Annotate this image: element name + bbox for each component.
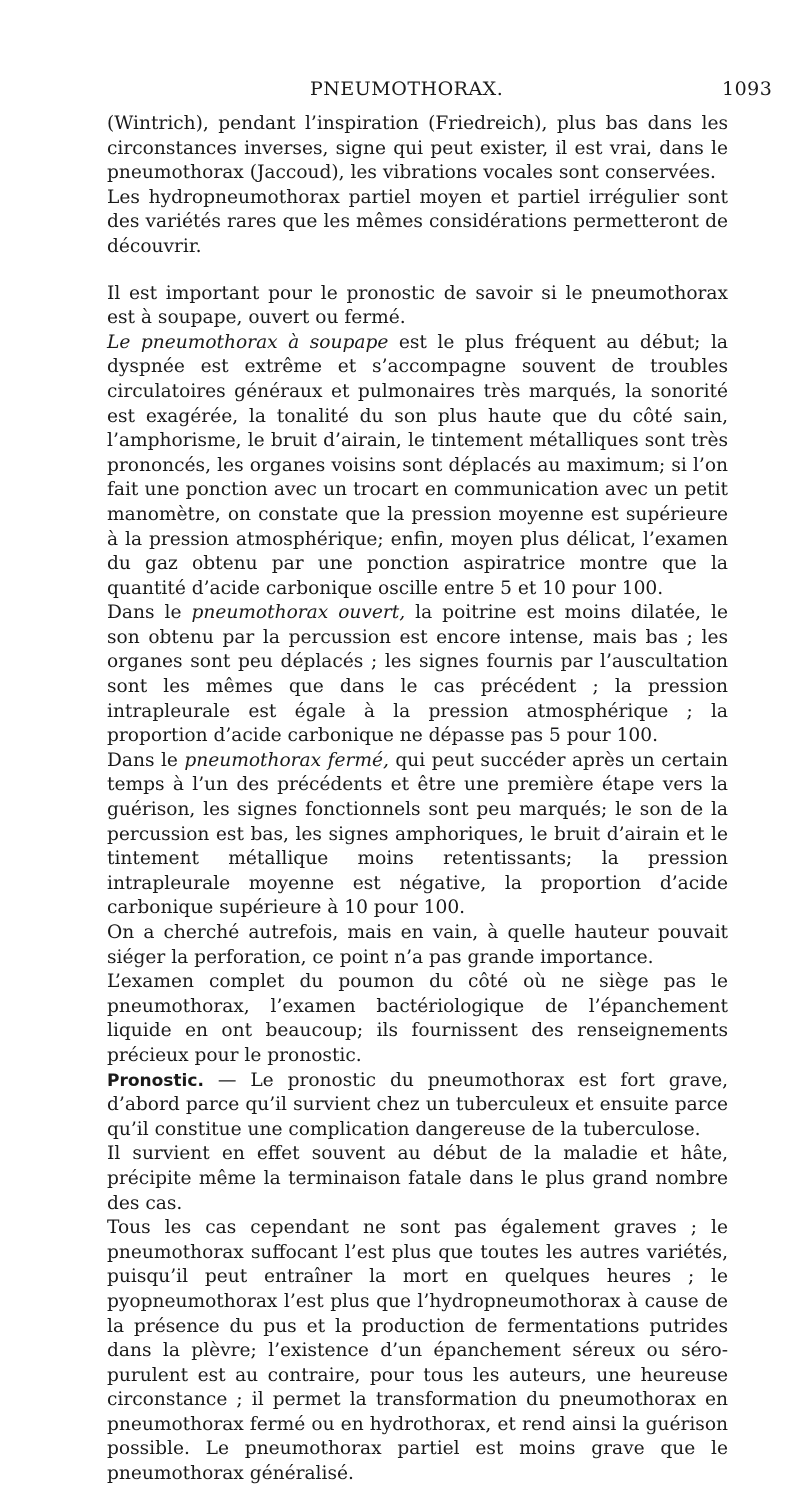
paragraph: On a cherché autrefois, mais en vain, à quelle hauteur pouvait siéger la perforation, ce point n’a pas grande importance. (107, 922, 728, 968)
page-header (0, 78, 800, 102)
paragraph: Dans le pneumothorax fermé, qui peut succéder après un certain temps à l’un des précédents et être une première étape vers la guérison, les signes fonctionnels sont peu marqués; le son de la percussion est bas, les signes amphoriques, le bruit d’airain et le tintement métallique moins retentissants; la pression intrapleurale moyenne est négative, la proportion d’acide carbonique supérieure à 10 pour 100. (107, 749, 728, 919)
paragraph: (Wintrich), pendant l’inspiration (Friedreich), plus bas dans les circonstances inverses, signe qui peut exister, il est vrai, dans le pneumothorax (Jaccoud), les vibrations vocales sont conservées. (107, 113, 728, 184)
paragraph: L’examen complet du poumon du côté où ne siège pas le pneumothorax, l’examen bactériologique de l’épanchement liquide en ont beaucoup; ils fournissent des renseignements précieux pour le pronostic. (107, 971, 728, 1066)
italic-term: pneumothorax fermé, (184, 749, 389, 771)
paragraph: Il est important pour le pronostic de savoir si le pneumothorax est à soupape, ouvert ou fermé. (107, 282, 728, 329)
paragraph: Tous les cas cependant ne sont pas également graves ; le pneumothorax suffocant l’est plus que toutes les autres variétés, puisqu’il peut entraîner la mort en quelques heures ; le pyopneumothorax l’est plus que l’hydropneumothorax à cause de la présence du pus et la production de fermentations putrides dans la plèvre; l’existence d’un épanchement séreux ou séro-purulent est au contraire, pour tous les auteurs, une heureuse circonstance ; il permet la transformation du pneumothorax en pneumothorax fermé ou en hydrothorax, et rend ainsi la guérison possible. Le pneumothorax partiel est moins grave que le pneumothorax généralisé. (107, 1217, 728, 1485)
italic-term: pneumothorax ouvert, (191, 602, 406, 624)
paragraph: Les hydropneumothorax partiel moyen et partiel irrégulier sont des variétés rares que les mêmes considérations permetteront de découvrir. (107, 186, 728, 257)
page-number: 1093 (722, 78, 773, 100)
paragraph: Le pneumothorax à soupape est le plus fréquent au début; la dyspnée est extrême et s’accompagne souvent de troubles circulatoires généraux et pulmonaires très marqués, la sonorité est exagérée, la tonalité du son plus haute que du côté sain, l’amphorisme, le bruit d’airain, le tintement métalliques sont très prononcés, les organes voisins sont déplacés au maximum; si l’on fait une ponction avec un trocart en communication avec un petit manomètre, on constate que la pression moyenne est supérieure à la pression atmosphérique; enfin, moyen plus délicat, l’examen du gaz obtenu par une ponction aspiratrice montre que la quantité d’acide carbonique oscille entre 5 et 10 pour 100. (107, 331, 728, 599)
body-text (107, 112, 728, 1487)
running-title: PNEUMOTHORAX. (310, 78, 504, 100)
paragraph: Il survient en effet souvent au début de la maladie et hâte, précipite même la terminaison fatale dans le plus grand nombre des cas. (107, 1143, 728, 1214)
italic-term: Le pneumothorax à soupape (107, 331, 389, 353)
paragraph: Dans le pneumothorax ouvert, la poitrine est moins dilatée, le son obtenu par la percussion est encore intense, mais bas ; les organes sont peu déplacés ; les signes fournis par l’auscultation sont les mêmes que dans le cas précédent ; la pression intrapleurale est égale à la pression atmosphérique ; la proportion d’acide carbonique ne dépasse pas 5 pour 100. (107, 602, 728, 747)
section-heading: Pronostic. (107, 1070, 204, 1091)
paragraph: Pronostic. — Le pronostic du pneumothorax est fort grave, d’abord parce qu’il survient chez un tuberculeux et ensuite parce qu’il constitue une complication dangereuse de la tuberculose. (107, 1069, 728, 1140)
